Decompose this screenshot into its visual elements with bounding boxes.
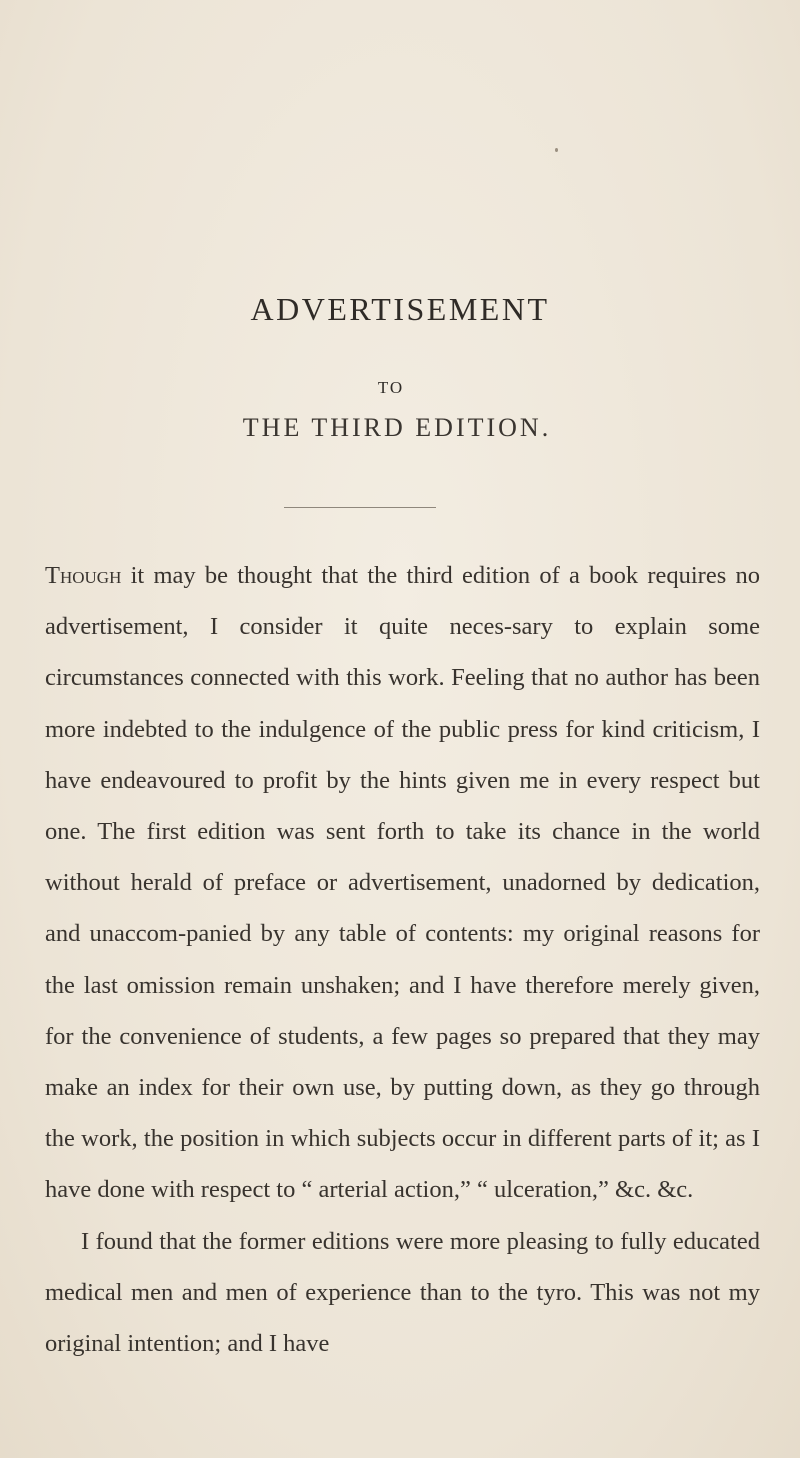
body-text	[45, 550, 760, 1369]
paper-speck	[555, 148, 558, 152]
page-subtitle: THE THIRD EDITION.	[242, 413, 552, 442]
page-title: ADVERTISEMENT	[250, 291, 550, 327]
title-connector: TO	[377, 378, 405, 397]
paragraph-1-lead: Though	[45, 562, 122, 589]
title-divider	[284, 507, 436, 508]
paragraph-2-text: I found that the former editions were more pleasing to fully educated medical men and men of experience than to the tyro. This was not my original intention; and I have	[45, 1227, 760, 1358]
paragraph-1-text: it may be thought that the third edition of a book requires no advertisement, I consider it quite neces-sary to explain some circumstances connected with this work. Feeling that no author has been more indebted to the indulgence of the public press for kind criticism, I have endeavoured to profit by the hints given me in every respect but one. The first edition was sent forth to take its chance in the world without herald of preface or advertisement, unadorned by dedication, and unaccom-panied by any table of contents: my original reasons for the last omission remain unshaken; and I have therefore merely given, for the convenience of students, a few pages so prepared that they may make an index for their own use, by putting down, as they go through the work, the position in which subjects occur in different parts of it; as I have done with respect to “ arterial action,” “ ulceration,” &c. &c.	[45, 562, 760, 1204]
paragraph-2	[45, 1216, 760, 1370]
paragraph-1	[45, 550, 760, 1216]
